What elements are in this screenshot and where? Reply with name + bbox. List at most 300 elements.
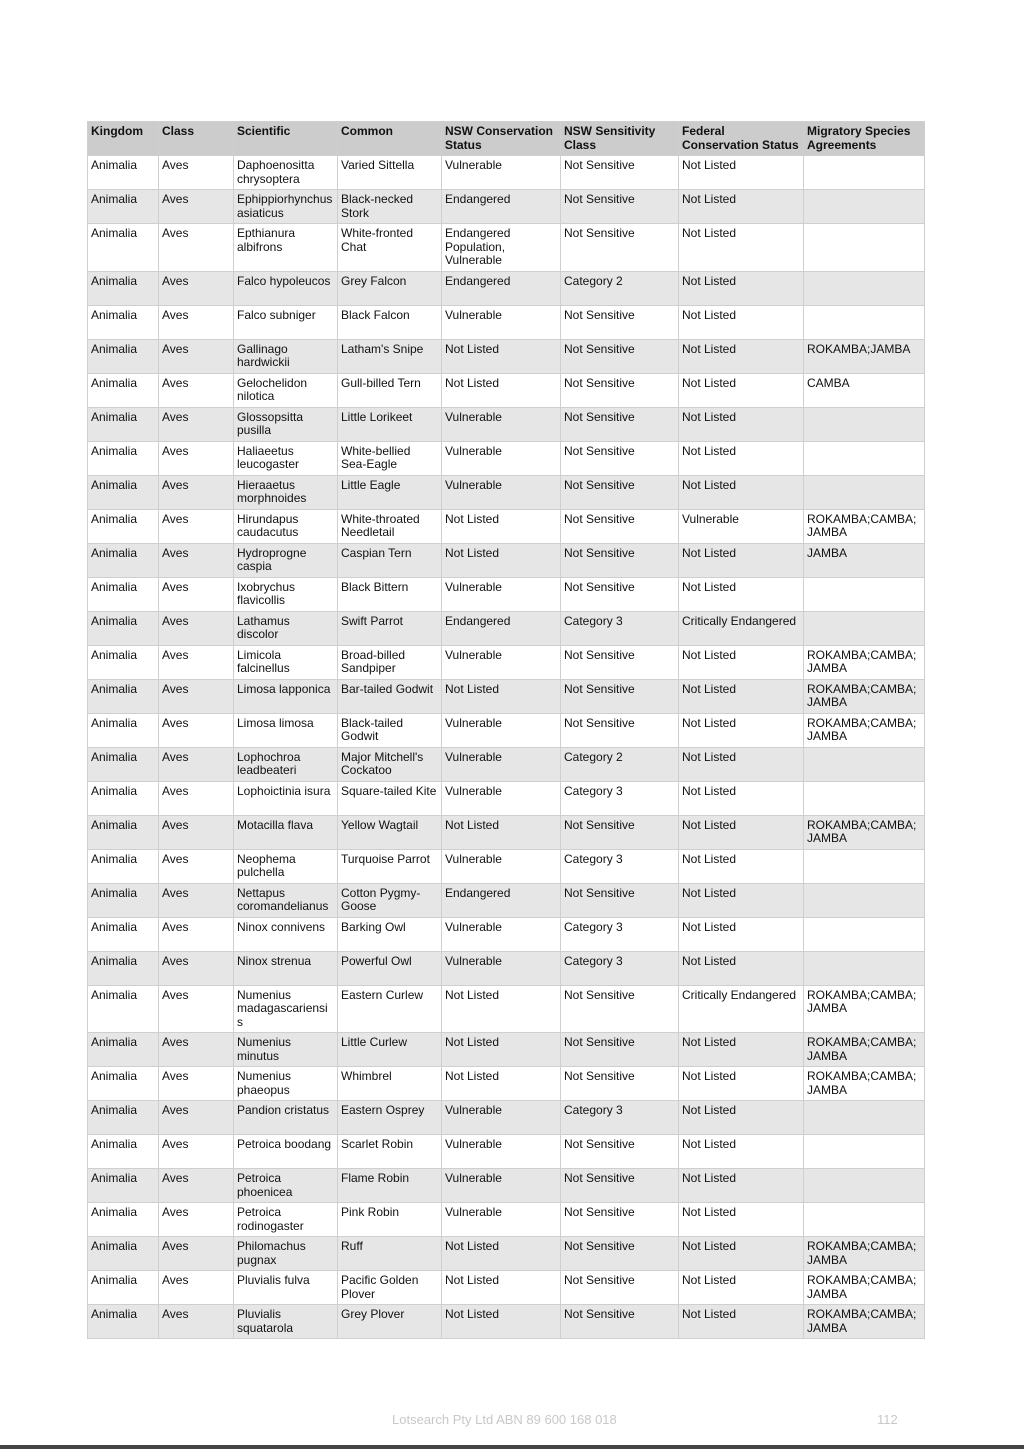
header-kingdom: Kingdom: [88, 122, 159, 156]
cell-common: Grey Falcon: [338, 271, 442, 305]
cell-nsw-conservation-status: Not Listed: [442, 815, 561, 849]
cell-class: Aves: [159, 611, 234, 645]
cell-kingdom: Animalia: [88, 1135, 159, 1169]
cell-federal-conservation-status: Not Listed: [679, 1271, 804, 1305]
table-row: [88, 1237, 925, 1271]
cell-class: Aves: [159, 679, 234, 713]
cell-common: Flame Robin: [338, 1169, 442, 1203]
cell-nsw-sensitivity-class: Not Sensitive: [561, 1305, 679, 1339]
cell-common: Pacific Golden Plover: [338, 1271, 442, 1305]
cell-scientific: Ixobrychus flavicollis: [234, 577, 338, 611]
cell-common: White-throated Needletail: [338, 509, 442, 543]
cell-federal-conservation-status: Not Listed: [679, 1135, 804, 1169]
cell-common: Caspian Tern: [338, 543, 442, 577]
cell-nsw-sensitivity-class: Not Sensitive: [561, 156, 679, 190]
cell-scientific: Epthianura albifrons: [234, 224, 338, 272]
cell-nsw-conservation-status: Vulnerable: [442, 577, 561, 611]
cell-federal-conservation-status: Not Listed: [679, 305, 804, 339]
cell-scientific: Limicola falcinellus: [234, 645, 338, 679]
cell-migratory-species-agreements: ROKAMBA;CAMBA; JAMBA: [804, 1033, 925, 1067]
cell-nsw-sensitivity-class: Not Sensitive: [561, 1203, 679, 1237]
cell-federal-conservation-status: Not Listed: [679, 1237, 804, 1271]
table-row: [88, 373, 925, 407]
cell-nsw-sensitivity-class: Not Sensitive: [561, 475, 679, 509]
cell-nsw-sensitivity-class: Not Sensitive: [561, 713, 679, 747]
cell-scientific: Numenius minutus: [234, 1033, 338, 1067]
cell-migratory-species-agreements: ROKAMBA;CAMBA; JAMBA: [804, 1067, 925, 1101]
cell-nsw-conservation-status: Vulnerable: [442, 1169, 561, 1203]
cell-nsw-sensitivity-class: Not Sensitive: [561, 407, 679, 441]
cell-kingdom: Animalia: [88, 1203, 159, 1237]
cell-scientific: Limosa limosa: [234, 713, 338, 747]
cell-kingdom: Animalia: [88, 815, 159, 849]
cell-scientific: Motacilla flava: [234, 815, 338, 849]
cell-nsw-conservation-status: Vulnerable: [442, 407, 561, 441]
cell-class: Aves: [159, 1033, 234, 1067]
cell-kingdom: Animalia: [88, 305, 159, 339]
cell-nsw-conservation-status: Endangered Population, Vulnerable: [442, 224, 561, 272]
cell-kingdom: Animalia: [88, 1033, 159, 1067]
cell-migratory-species-agreements: [804, 1169, 925, 1203]
cell-kingdom: Animalia: [88, 917, 159, 951]
cell-common: Eastern Osprey: [338, 1101, 442, 1135]
cell-common: Black Falcon: [338, 305, 442, 339]
cell-nsw-conservation-status: Endangered: [442, 611, 561, 645]
cell-nsw-sensitivity-class: Not Sensitive: [561, 373, 679, 407]
cell-federal-conservation-status: Not Listed: [679, 713, 804, 747]
cell-nsw-sensitivity-class: Not Sensitive: [561, 1169, 679, 1203]
cell-common: Yellow Wagtail: [338, 815, 442, 849]
cell-class: Aves: [159, 1169, 234, 1203]
cell-nsw-conservation-status: Not Listed: [442, 339, 561, 373]
table-row: [88, 611, 925, 645]
cell-federal-conservation-status: Not Listed: [679, 849, 804, 883]
cell-class: Aves: [159, 951, 234, 985]
cell-migratory-species-agreements: [804, 781, 925, 815]
cell-common: Black-necked Stork: [338, 190, 442, 224]
cell-nsw-conservation-status: Vulnerable: [442, 475, 561, 509]
table-body: [88, 156, 925, 1339]
cell-kingdom: Animalia: [88, 475, 159, 509]
cell-nsw-conservation-status: Vulnerable: [442, 645, 561, 679]
cell-class: Aves: [159, 577, 234, 611]
cell-class: Aves: [159, 305, 234, 339]
cell-federal-conservation-status: Critically Endangered: [679, 985, 804, 1033]
cell-scientific: Glossopsitta pusilla: [234, 407, 338, 441]
cell-nsw-conservation-status: Not Listed: [442, 985, 561, 1033]
cell-federal-conservation-status: Not Listed: [679, 1101, 804, 1135]
table-row: [88, 1101, 925, 1135]
table-row: [88, 747, 925, 781]
cell-migratory-species-agreements: [804, 849, 925, 883]
cell-nsw-conservation-status: Vulnerable: [442, 849, 561, 883]
cell-scientific: Ephippiorhynchus asiaticus: [234, 190, 338, 224]
cell-nsw-conservation-status: Vulnerable: [442, 713, 561, 747]
table-row: [88, 305, 925, 339]
cell-migratory-species-agreements: ROKAMBA;CAMBA; JAMBA: [804, 1271, 925, 1305]
cell-nsw-conservation-status: Not Listed: [442, 1237, 561, 1271]
cell-common: Cotton Pygmy-Goose: [338, 883, 442, 917]
cell-migratory-species-agreements: [804, 917, 925, 951]
cell-class: Aves: [159, 1237, 234, 1271]
table-row: [88, 1169, 925, 1203]
cell-nsw-conservation-status: Not Listed: [442, 1067, 561, 1101]
cell-nsw-sensitivity-class: Not Sensitive: [561, 1067, 679, 1101]
cell-scientific: Pluvialis squatarola: [234, 1305, 338, 1339]
table-row: [88, 883, 925, 917]
cell-nsw-sensitivity-class: Not Sensitive: [561, 883, 679, 917]
cell-scientific: Gallinago hardwickii: [234, 339, 338, 373]
table-row: [88, 475, 925, 509]
cell-migratory-species-agreements: ROKAMBA;CAMBA; JAMBA: [804, 713, 925, 747]
cell-scientific: Neophema pulchella: [234, 849, 338, 883]
cell-kingdom: Animalia: [88, 577, 159, 611]
cell-migratory-species-agreements: CAMBA: [804, 373, 925, 407]
cell-nsw-sensitivity-class: Not Sensitive: [561, 645, 679, 679]
cell-kingdom: Animalia: [88, 543, 159, 577]
cell-migratory-species-agreements: [804, 1203, 925, 1237]
cell-class: Aves: [159, 917, 234, 951]
cell-migratory-species-agreements: [804, 271, 925, 305]
page-bottom-border: [0, 1445, 1024, 1449]
cell-migratory-species-agreements: ROKAMBA;CAMBA; JAMBA: [804, 1305, 925, 1339]
cell-kingdom: Animalia: [88, 156, 159, 190]
cell-scientific: Lophochroa leadbeateri: [234, 747, 338, 781]
table-row: [88, 543, 925, 577]
table-row: [88, 985, 925, 1033]
table-row: [88, 509, 925, 543]
cell-common: Little Eagle: [338, 475, 442, 509]
cell-kingdom: Animalia: [88, 441, 159, 475]
cell-federal-conservation-status: Not Listed: [679, 747, 804, 781]
cell-nsw-sensitivity-class: Not Sensitive: [561, 679, 679, 713]
cell-scientific: Daphoenositta chrysoptera: [234, 156, 338, 190]
cell-scientific: Pandion cristatus: [234, 1101, 338, 1135]
cell-class: Aves: [159, 1067, 234, 1101]
cell-common: Whimbrel: [338, 1067, 442, 1101]
header-common: Common: [338, 122, 442, 156]
table-row: [88, 849, 925, 883]
cell-kingdom: Animalia: [88, 611, 159, 645]
cell-kingdom: Animalia: [88, 985, 159, 1033]
table-row: [88, 1135, 925, 1169]
cell-scientific: Nettapus coromandelianus: [234, 883, 338, 917]
cell-federal-conservation-status: Not Listed: [679, 156, 804, 190]
cell-scientific: Limosa lapponica: [234, 679, 338, 713]
footer-company: Lotsearch Pty Ltd ABN 89 600 168 018: [392, 1412, 617, 1427]
cell-common: Black Bittern: [338, 577, 442, 611]
table-row: [88, 1271, 925, 1305]
cell-nsw-conservation-status: Vulnerable: [442, 1101, 561, 1135]
cell-federal-conservation-status: Not Listed: [679, 475, 804, 509]
cell-federal-conservation-status: Not Listed: [679, 441, 804, 475]
cell-class: Aves: [159, 1135, 234, 1169]
cell-nsw-conservation-status: Vulnerable: [442, 305, 561, 339]
cell-federal-conservation-status: Not Listed: [679, 1203, 804, 1237]
cell-common: Barking Owl: [338, 917, 442, 951]
header-scientific: Scientific: [234, 122, 338, 156]
cell-common: Latham's Snipe: [338, 339, 442, 373]
table-row: [88, 1033, 925, 1067]
cell-class: Aves: [159, 190, 234, 224]
cell-common: Gull-billed Tern: [338, 373, 442, 407]
cell-migratory-species-agreements: [804, 407, 925, 441]
table-row: [88, 815, 925, 849]
cell-migratory-species-agreements: [804, 441, 925, 475]
cell-nsw-conservation-status: Endangered: [442, 190, 561, 224]
cell-nsw-sensitivity-class: Not Sensitive: [561, 339, 679, 373]
cell-kingdom: Animalia: [88, 271, 159, 305]
cell-federal-conservation-status: Not Listed: [679, 271, 804, 305]
cell-migratory-species-agreements: ROKAMBA;CAMBA; JAMBA: [804, 645, 925, 679]
cell-migratory-species-agreements: ROKAMBA;CAMBA; JAMBA: [804, 679, 925, 713]
cell-common: Eastern Curlew: [338, 985, 442, 1033]
cell-common: Grey Plover: [338, 1305, 442, 1339]
cell-federal-conservation-status: Not Listed: [679, 1169, 804, 1203]
cell-migratory-species-agreements: ROKAMBA;JAMBA: [804, 339, 925, 373]
cell-class: Aves: [159, 156, 234, 190]
cell-kingdom: Animalia: [88, 645, 159, 679]
cell-migratory-species-agreements: [804, 224, 925, 272]
header-class: Class: [159, 122, 234, 156]
cell-scientific: Falco hypoleucos: [234, 271, 338, 305]
cell-federal-conservation-status: Not Listed: [679, 781, 804, 815]
cell-federal-conservation-status: Not Listed: [679, 1305, 804, 1339]
cell-federal-conservation-status: Not Listed: [679, 1033, 804, 1067]
cell-migratory-species-agreements: [804, 951, 925, 985]
cell-federal-conservation-status: Not Listed: [679, 407, 804, 441]
cell-migratory-species-agreements: [804, 577, 925, 611]
cell-migratory-species-agreements: [804, 475, 925, 509]
cell-nsw-conservation-status: Vulnerable: [442, 951, 561, 985]
cell-nsw-sensitivity-class: Not Sensitive: [561, 305, 679, 339]
cell-common: Broad-billed Sandpiper: [338, 645, 442, 679]
table-row: [88, 190, 925, 224]
cell-kingdom: Animalia: [88, 679, 159, 713]
cell-nsw-conservation-status: Vulnerable: [442, 1135, 561, 1169]
cell-federal-conservation-status: Not Listed: [679, 373, 804, 407]
cell-federal-conservation-status: Not Listed: [679, 883, 804, 917]
cell-nsw-conservation-status: Not Listed: [442, 543, 561, 577]
cell-kingdom: Animalia: [88, 747, 159, 781]
cell-migratory-species-agreements: [804, 190, 925, 224]
cell-migratory-species-agreements: JAMBA: [804, 543, 925, 577]
cell-class: Aves: [159, 373, 234, 407]
cell-nsw-conservation-status: Vulnerable: [442, 156, 561, 190]
cell-class: Aves: [159, 407, 234, 441]
cell-class: Aves: [159, 509, 234, 543]
cell-kingdom: Animalia: [88, 951, 159, 985]
table-row: [88, 1305, 925, 1339]
cell-scientific: Petroica rodinogaster: [234, 1203, 338, 1237]
cell-nsw-sensitivity-class: Not Sensitive: [561, 577, 679, 611]
cell-class: Aves: [159, 815, 234, 849]
header-federal-conservation-status: Federal Conservation Status: [679, 122, 804, 156]
cell-class: Aves: [159, 1271, 234, 1305]
cell-kingdom: Animalia: [88, 1271, 159, 1305]
cell-federal-conservation-status: Not Listed: [679, 543, 804, 577]
cell-migratory-species-agreements: [804, 305, 925, 339]
cell-nsw-conservation-status: Not Listed: [442, 1271, 561, 1305]
cell-federal-conservation-status: Not Listed: [679, 190, 804, 224]
header-nsw-sensitivity-class: NSW Sensitivity Class: [561, 122, 679, 156]
cell-migratory-species-agreements: [804, 883, 925, 917]
cell-class: Aves: [159, 781, 234, 815]
cell-migratory-species-agreements: ROKAMBA;CAMBA; JAMBA: [804, 1237, 925, 1271]
cell-class: Aves: [159, 1305, 234, 1339]
cell-scientific: Ninox strenua: [234, 951, 338, 985]
footer-page-number: 112: [877, 1412, 898, 1427]
cell-scientific: Ninox connivens: [234, 917, 338, 951]
cell-class: Aves: [159, 1203, 234, 1237]
table-row: [88, 917, 925, 951]
cell-nsw-sensitivity-class: Not Sensitive: [561, 543, 679, 577]
cell-common: White-bellied Sea-Eagle: [338, 441, 442, 475]
cell-class: Aves: [159, 339, 234, 373]
cell-class: Aves: [159, 271, 234, 305]
header-nsw-conservation-status: NSW Conservation Status: [442, 122, 561, 156]
cell-migratory-species-agreements: ROKAMBA;CAMBA; JAMBA: [804, 509, 925, 543]
cell-kingdom: Animalia: [88, 781, 159, 815]
cell-scientific: Numenius madagascariensi s: [234, 985, 338, 1033]
cell-nsw-sensitivity-class: Category 2: [561, 747, 679, 781]
table-header-row: [88, 122, 925, 156]
cell-scientific: Numenius phaeopus: [234, 1067, 338, 1101]
cell-class: Aves: [159, 883, 234, 917]
cell-class: Aves: [159, 441, 234, 475]
cell-nsw-conservation-status: Not Listed: [442, 1033, 561, 1067]
cell-nsw-sensitivity-class: Category 3: [561, 849, 679, 883]
cell-scientific: Falco subniger: [234, 305, 338, 339]
cell-federal-conservation-status: Not Listed: [679, 815, 804, 849]
cell-nsw-conservation-status: Vulnerable: [442, 781, 561, 815]
cell-nsw-sensitivity-class: Category 3: [561, 951, 679, 985]
table-row: [88, 679, 925, 713]
cell-common: Bar-tailed Godwit: [338, 679, 442, 713]
cell-common: Varied Sittella: [338, 156, 442, 190]
cell-class: Aves: [159, 1101, 234, 1135]
cell-nsw-sensitivity-class: Category 2: [561, 271, 679, 305]
cell-scientific: Pluvialis fulva: [234, 1271, 338, 1305]
cell-nsw-conservation-status: Vulnerable: [442, 441, 561, 475]
cell-nsw-conservation-status: Vulnerable: [442, 917, 561, 951]
cell-class: Aves: [159, 849, 234, 883]
cell-kingdom: Animalia: [88, 1067, 159, 1101]
cell-federal-conservation-status: Not Listed: [679, 679, 804, 713]
cell-kingdom: Animalia: [88, 339, 159, 373]
cell-class: Aves: [159, 543, 234, 577]
cell-scientific: Philomachus pugnax: [234, 1237, 338, 1271]
cell-migratory-species-agreements: [804, 1135, 925, 1169]
cell-common: Scarlet Robin: [338, 1135, 442, 1169]
table-row: [88, 951, 925, 985]
cell-scientific: Gelochelidon nilotica: [234, 373, 338, 407]
cell-nsw-sensitivity-class: Category 3: [561, 611, 679, 645]
cell-kingdom: Animalia: [88, 1169, 159, 1203]
cell-federal-conservation-status: Vulnerable: [679, 509, 804, 543]
cell-class: Aves: [159, 713, 234, 747]
species-table: [87, 121, 925, 1339]
cell-common: Pink Robin: [338, 1203, 442, 1237]
cell-nsw-conservation-status: Endangered: [442, 883, 561, 917]
cell-nsw-conservation-status: Not Listed: [442, 679, 561, 713]
cell-nsw-sensitivity-class: Not Sensitive: [561, 1135, 679, 1169]
cell-nsw-sensitivity-class: Not Sensitive: [561, 1271, 679, 1305]
table-row: [88, 224, 925, 272]
cell-scientific: Petroica phoenicea: [234, 1169, 338, 1203]
header-migratory-species-agreements: Migratory Species Agreements: [804, 122, 925, 156]
cell-class: Aves: [159, 985, 234, 1033]
cell-common: Powerful Owl: [338, 951, 442, 985]
cell-scientific: Lophoictinia isura: [234, 781, 338, 815]
cell-federal-conservation-status: Not Listed: [679, 951, 804, 985]
cell-nsw-sensitivity-class: Category 3: [561, 1101, 679, 1135]
cell-nsw-sensitivity-class: Not Sensitive: [561, 190, 679, 224]
cell-nsw-sensitivity-class: Not Sensitive: [561, 224, 679, 272]
cell-nsw-sensitivity-class: Not Sensitive: [561, 1033, 679, 1067]
cell-nsw-sensitivity-class: Not Sensitive: [561, 815, 679, 849]
cell-federal-conservation-status: Critically Endangered: [679, 611, 804, 645]
cell-kingdom: Animalia: [88, 1101, 159, 1135]
table-row: [88, 407, 925, 441]
cell-kingdom: Animalia: [88, 407, 159, 441]
table-row: [88, 645, 925, 679]
table-row: [88, 156, 925, 190]
table-row: [88, 1067, 925, 1101]
cell-class: Aves: [159, 645, 234, 679]
cell-migratory-species-agreements: ROKAMBA;CAMBA; JAMBA: [804, 815, 925, 849]
cell-common: Ruff: [338, 1237, 442, 1271]
cell-class: Aves: [159, 475, 234, 509]
cell-common: Major Mitchell's Cockatoo: [338, 747, 442, 781]
cell-federal-conservation-status: Not Listed: [679, 917, 804, 951]
cell-migratory-species-agreements: [804, 747, 925, 781]
cell-nsw-sensitivity-class: Not Sensitive: [561, 509, 679, 543]
cell-nsw-conservation-status: Not Listed: [442, 509, 561, 543]
cell-kingdom: Animalia: [88, 224, 159, 272]
cell-nsw-sensitivity-class: Not Sensitive: [561, 441, 679, 475]
cell-nsw-sensitivity-class: Not Sensitive: [561, 985, 679, 1033]
cell-federal-conservation-status: Not Listed: [679, 1067, 804, 1101]
table-row: [88, 713, 925, 747]
cell-kingdom: Animalia: [88, 509, 159, 543]
cell-federal-conservation-status: Not Listed: [679, 645, 804, 679]
cell-migratory-species-agreements: [804, 156, 925, 190]
cell-common: Square-tailed Kite: [338, 781, 442, 815]
cell-federal-conservation-status: Not Listed: [679, 339, 804, 373]
table-row: [88, 577, 925, 611]
cell-scientific: Hirundapus caudacutus: [234, 509, 338, 543]
cell-migratory-species-agreements: [804, 611, 925, 645]
cell-migratory-species-agreements: [804, 1101, 925, 1135]
cell-nsw-sensitivity-class: Not Sensitive: [561, 1237, 679, 1271]
cell-common: Swift Parrot: [338, 611, 442, 645]
cell-nsw-sensitivity-class: Category 3: [561, 781, 679, 815]
table-row: [88, 781, 925, 815]
cell-nsw-conservation-status: Vulnerable: [442, 747, 561, 781]
cell-class: Aves: [159, 224, 234, 272]
cell-kingdom: Animalia: [88, 713, 159, 747]
cell-common: Black-tailed Godwit: [338, 713, 442, 747]
cell-kingdom: Animalia: [88, 1237, 159, 1271]
cell-scientific: Lathamus discolor: [234, 611, 338, 645]
cell-federal-conservation-status: Not Listed: [679, 577, 804, 611]
cell-scientific: Haliaeetus leucogaster: [234, 441, 338, 475]
cell-scientific: Hydroprogne caspia: [234, 543, 338, 577]
cell-scientific: Petroica boodang: [234, 1135, 338, 1169]
cell-kingdom: Animalia: [88, 190, 159, 224]
table-row: [88, 1203, 925, 1237]
